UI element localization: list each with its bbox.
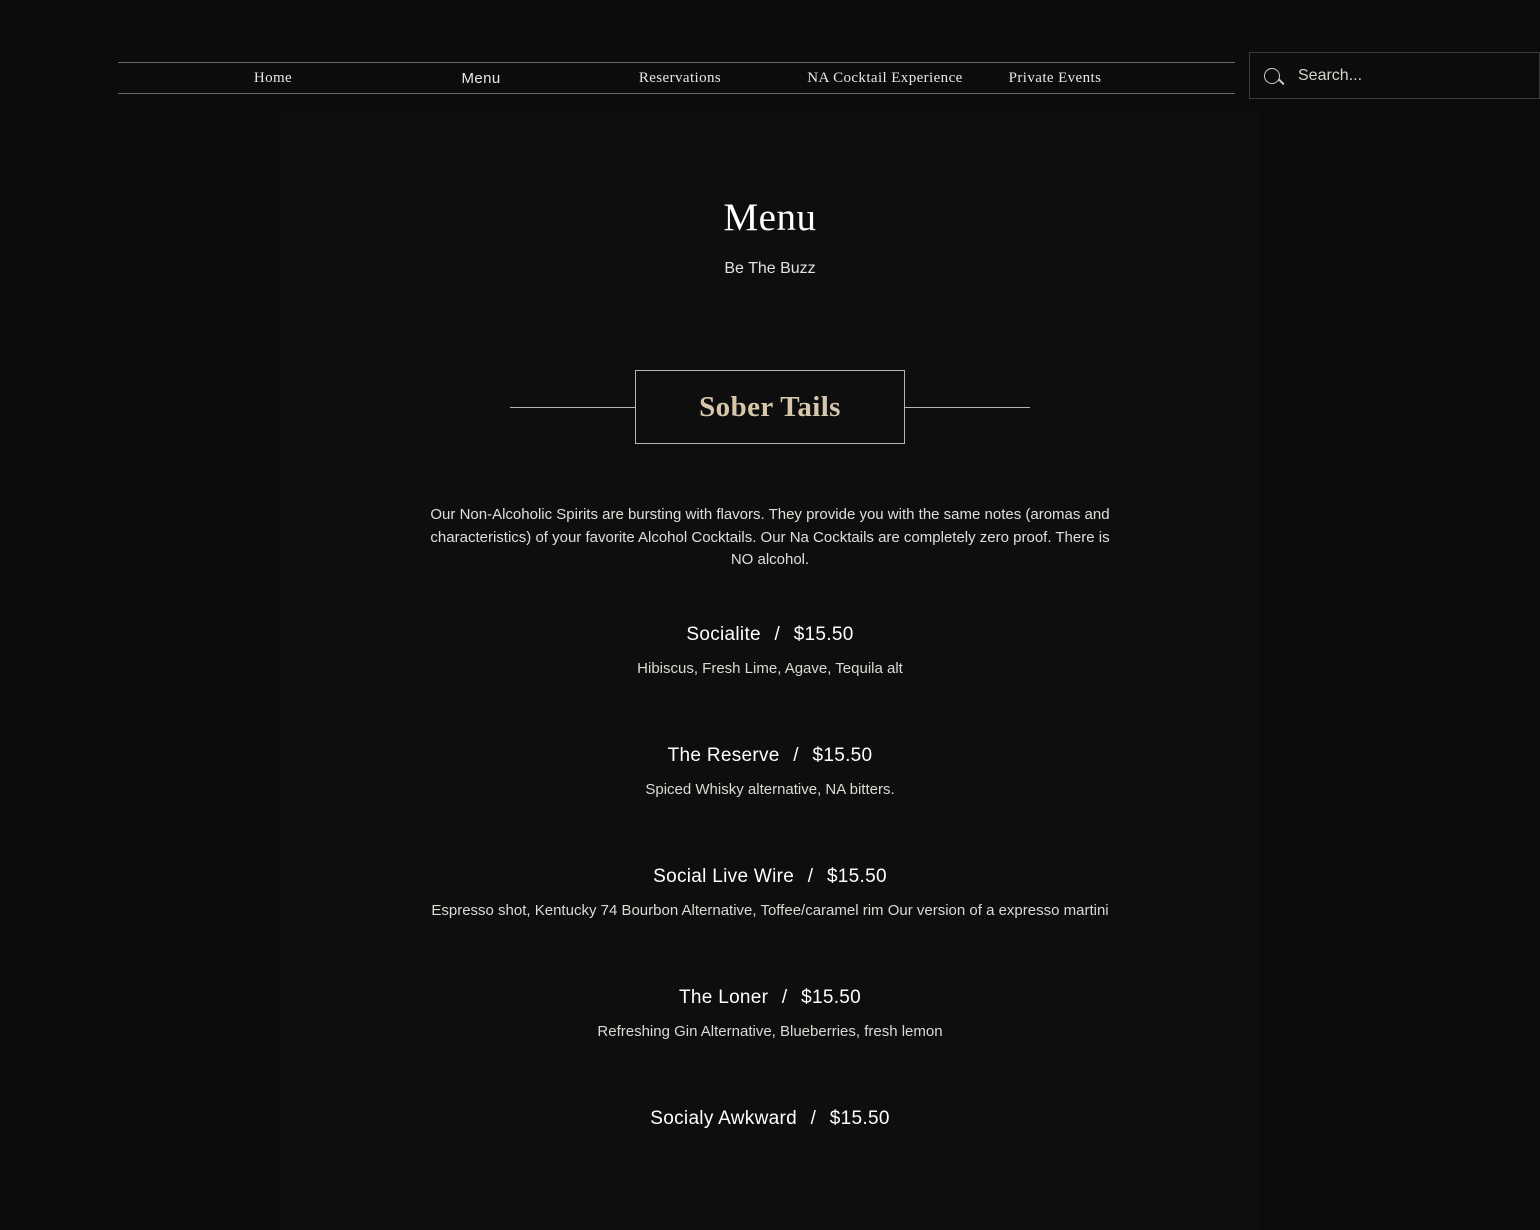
menu-item-separator: / [807, 865, 814, 887]
section-rule-left [510, 407, 635, 408]
nav-item-reservations[interactable]: Reservations [638, 69, 722, 86]
search-icon [1264, 68, 1280, 84]
menu-item-separator: / [793, 744, 799, 766]
site-header [0, 0, 1540, 102]
menu-item [280, 987, 1260, 1040]
menu-item-list [280, 624, 1260, 1130]
menu-item-description: Espresso shot, Kentucky 74 Bourbon Alternative, Toffee/caramel rim Our version of a expresso martini [431, 901, 1109, 919]
menu-item-heading [280, 987, 1260, 1009]
section-title-box [635, 370, 905, 444]
menu-item-price: $15.50 [826, 865, 887, 887]
menu-item-description: Spiced Whisky alternative, NA bitters. [645, 780, 895, 798]
section-title: Sober Tails [699, 390, 841, 423]
menu-item-name: Socialite [686, 623, 761, 645]
nav-item-home[interactable]: Home [253, 69, 293, 86]
menu-item-price: $15.50 [829, 1107, 890, 1129]
menu-item-heading [280, 866, 1260, 888]
menu-item-separator: / [774, 623, 781, 645]
menu-item [280, 624, 1260, 677]
menu-item-heading [280, 745, 1260, 767]
menu-item [280, 1108, 1260, 1130]
section-header [280, 370, 1260, 444]
menu-item-name: Social Live Wire [653, 865, 795, 887]
search-input[interactable] [1296, 66, 1516, 86]
main-navigation [118, 62, 1235, 94]
menu-item-price: $15.50 [801, 986, 862, 1008]
nav-item-na-cocktail-experience[interactable]: NA Cocktail Experience [807, 69, 963, 86]
menu-item-description: Hibiscus, Fresh Lime, Agave, Tequila alt [637, 659, 903, 677]
page-title: Menu [723, 196, 817, 239]
nav-item-private-events[interactable]: Private Events [1008, 69, 1102, 86]
menu-item [280, 745, 1260, 798]
menu-item-separator: / [781, 986, 788, 1008]
menu-item-name: The Loner [678, 986, 769, 1008]
search-box[interactable] [1249, 52, 1540, 99]
menu-item-name: The Reserve [667, 744, 780, 766]
menu-item-heading [280, 1108, 1260, 1130]
section-rule-right [905, 407, 1030, 408]
menu-item-price: $15.50 [812, 744, 873, 766]
menu-item-price: $15.50 [793, 623, 854, 645]
page-subtitle: Be The Buzz [724, 260, 816, 277]
menu-item-separator: / [810, 1107, 817, 1129]
section-description: Our Non-Alcoholic Spirits are bursting with flavors. They provide you with the same notes (aromas and characteristics) of your favorite Alcohol Cocktails. Our Na Cocktails are completely zero proof. There is NO alcohol. [430, 506, 1110, 568]
menu-item-description: Refreshing Gin Alternative, Blueberries, fresh lemon [597, 1022, 943, 1040]
menu-item-heading [280, 624, 1260, 646]
menu-content-panel [280, 110, 1260, 1230]
menu-item-name: Socialy Awkward [650, 1107, 797, 1129]
menu-item [280, 866, 1260, 919]
nav-item-menu[interactable]: Menu [461, 69, 501, 87]
